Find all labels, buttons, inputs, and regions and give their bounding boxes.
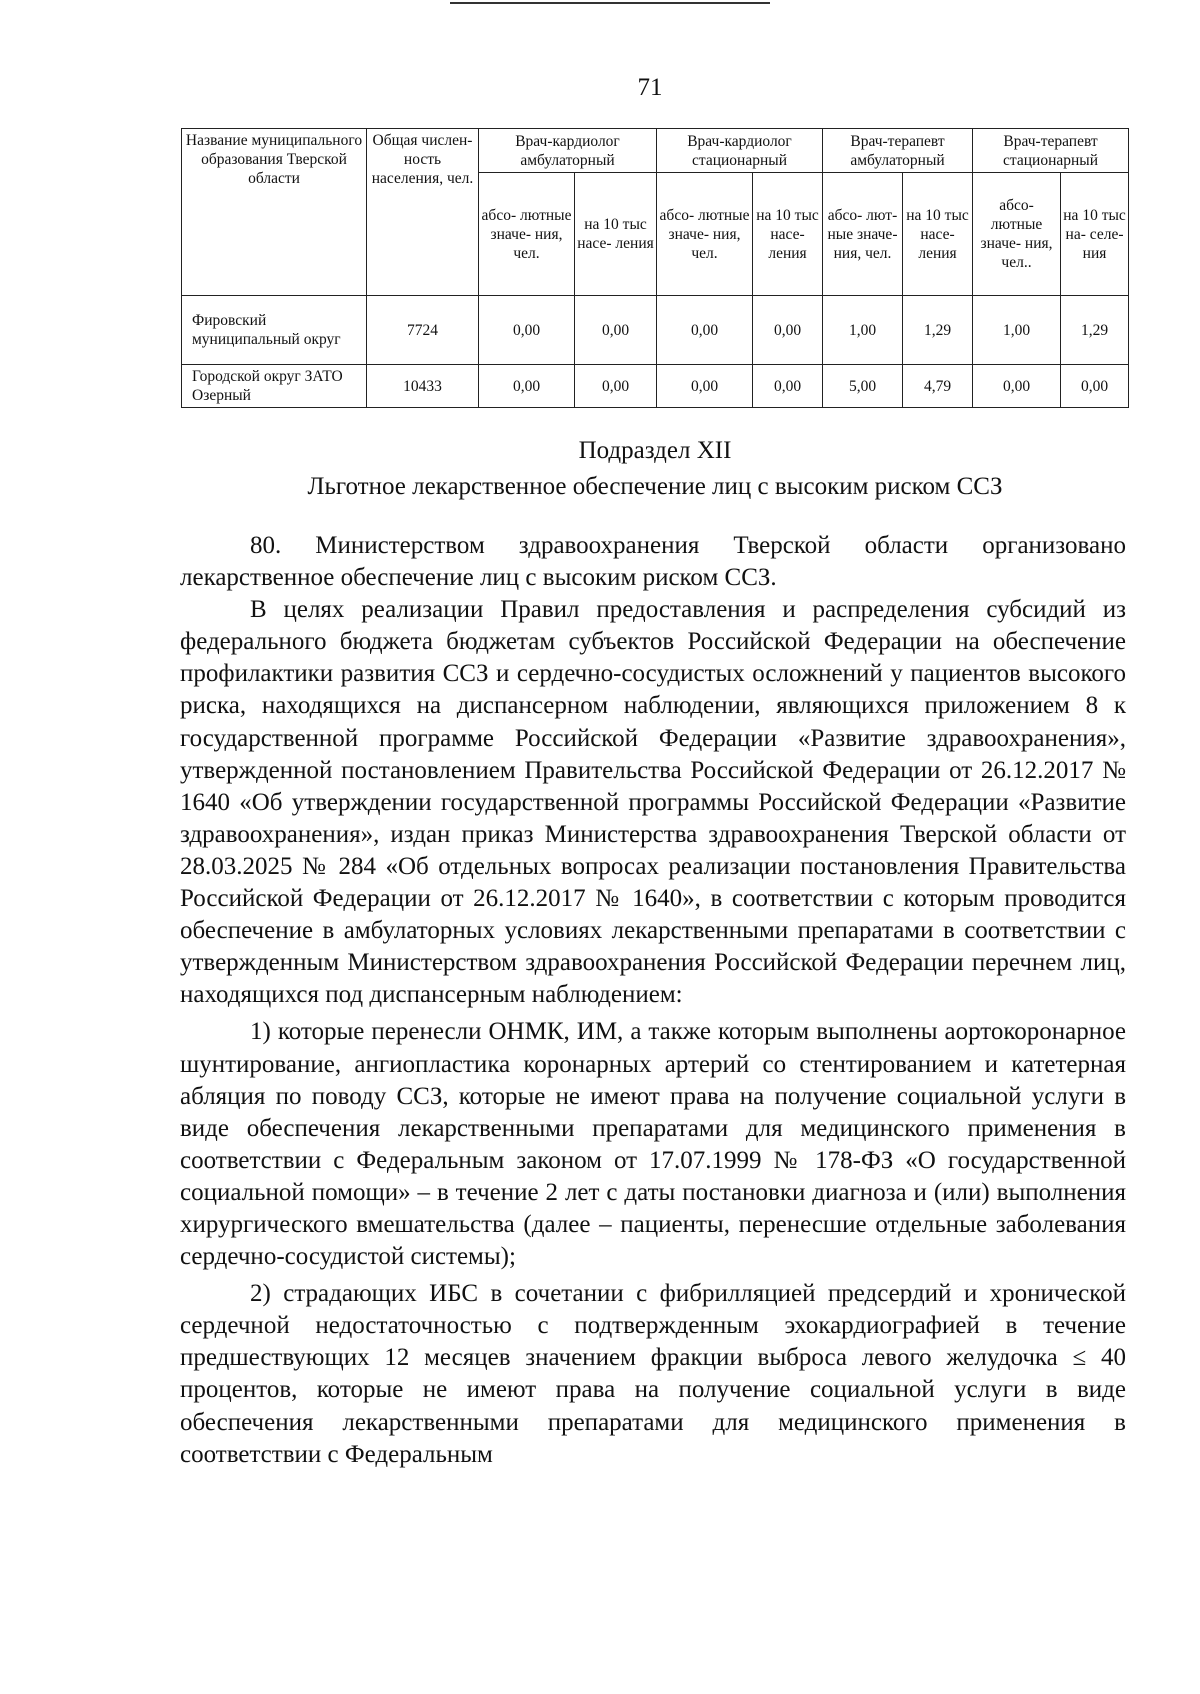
row-value: 0,00	[575, 296, 657, 365]
staffing-table	[181, 128, 1129, 408]
row-value: 0,00	[575, 365, 657, 408]
table-row	[182, 296, 1129, 365]
header-population: Общая числен- ность населения, чел.	[367, 129, 479, 296]
paragraph-item-1: 1) которые перенесли ОНМК, ИМ, а также которым выполнены аортокоронарное шунтирование, ангиопластика коронарных артерий со стентированием и катетерная абляция по поводу ССЗ, которые не имеют права на получение социальной услуги в виде обеспечения лекарственными препаратами для медицинского применения в соответствии с Федеральным законом от 17.07.1999 № 178-ФЗ «О государственной социальной помощи» – в течение 2 лет с даты постановки диагноза и (или) выполнения хирургического вмешательства (далее – пациенты, перенесшие отдельные заболевания сердечно-сосудистой системы);	[180, 1018, 1126, 1271]
row-value: 0,00	[1061, 365, 1129, 408]
paragraph-80: 80. Министерством здравоохранения Тверской области организовано лекарственное обеспечение лиц с высоким риском ССЗ.	[180, 532, 1126, 592]
subheader-absolute: абсо- лютные значе- ния, чел.	[657, 173, 753, 296]
row-value: 0,00	[973, 365, 1061, 408]
row-value: 5,00	[823, 365, 903, 408]
subheader-absolute: абсо- лют- ные значе- ния, чел.	[823, 173, 903, 296]
page-number: 71	[637, 74, 663, 101]
row-value: 0,00	[657, 296, 753, 365]
header-group-cardiologist-outpatient: Врач-кардиолог амбулаторный	[479, 129, 657, 173]
table-header-row	[182, 129, 1129, 173]
row-value: 1,29	[1061, 296, 1129, 365]
row-value: 1,00	[973, 296, 1061, 365]
header-group-therapist-outpatient: Врач-терапевт амбулаторный	[823, 129, 973, 173]
row-value: 1,00	[823, 296, 903, 365]
header-municipality: Название муниципального образования Тверской области	[182, 129, 367, 296]
header-group-therapist-inpatient: Врач-терапевт стационарный	[973, 129, 1129, 173]
row-value: 0,00	[753, 365, 823, 408]
subheader-absolute: абсо- лютные значе- ния, чел..	[973, 173, 1061, 296]
subheader-per-10k: на 10 тыс насе- ления	[903, 173, 973, 296]
row-population: 10433	[367, 365, 479, 408]
row-municipality: Фировский муниципальный округ	[182, 296, 367, 365]
paragraph-item-2: 2) страдающих ИБС в сочетании с фибрилляцией предсердий и хронической сердечной недостаточностью с подтвержденным эхокардиографией в течение предшествующих 12 месяцев значением фракции выброса левого желудочка ≤ 40 процентов, которые не имеют права на получение социальной услуги в виде обеспечения лекарственными препаратами для медицинского применения в соответствии с Федеральным	[180, 1280, 1126, 1468]
section-title: Подраздел XII	[578, 437, 732, 464]
row-value: 4,79	[903, 365, 973, 408]
row-population: 7724	[367, 296, 479, 365]
row-value: 0,00	[753, 296, 823, 365]
subheader-per-10k: на 10 тыс на- селе- ния	[1061, 173, 1129, 296]
row-municipality: Городской округ ЗАТО Озерный	[182, 365, 367, 408]
subheader-absolute: абсо- лютные значе- ния, чел.	[479, 173, 575, 296]
header-group-cardiologist-inpatient: Врач-кардиолог стационарный	[657, 129, 823, 173]
row-value: 0,00	[479, 365, 575, 408]
paragraph-rules: В целях реализации Правил предоставления и распределения субсидий из федерального бюджета бюджетам субъектов Российской Федерации на обеспечение профилактики развития ССЗ и сердечно-сосудистых осложнений у пациентов высокого риска, находящихся на диспансерном наблюдении, являющихся приложением 8 к государственной программе Российской Федерации «Развитие здравоохранения», утвержденной постановлением Правительства Российской Федерации от 26.12.2017 № 1640 «Об утверждении государственной программы Российской Федерации «Развитие здравоохранения», издан приказ Министерства здравоохранения Тверской области от 28.03.2025 № 284 «Об отдельных вопросах реализации постановления Правительства Российской Федерации от 26.12.2017 № 1640», в соответствии с которым проводится обеспечение в амбулаторных условиях лекарственными препаратами в соответствии с утвержденным Министерством здравоохранения Российской Федерации перечнем лиц, находящихся под диспансерным наблюдением:	[180, 596, 1126, 1009]
body-text	[180, 530, 1126, 1471]
subheader-per-10k: на 10 тыс насе- ления	[753, 173, 823, 296]
table-row	[182, 365, 1129, 408]
row-value: 0,00	[479, 296, 575, 365]
scan-edge-line	[450, 2, 770, 4]
section-subtitle: Льготное лекарственное обеспечение лиц с высоким риском ССЗ	[307, 473, 1003, 500]
row-value: 1,29	[903, 296, 973, 365]
row-value: 0,00	[657, 365, 753, 408]
subheader-per-10k: на 10 тыс насе- ления	[575, 173, 657, 296]
